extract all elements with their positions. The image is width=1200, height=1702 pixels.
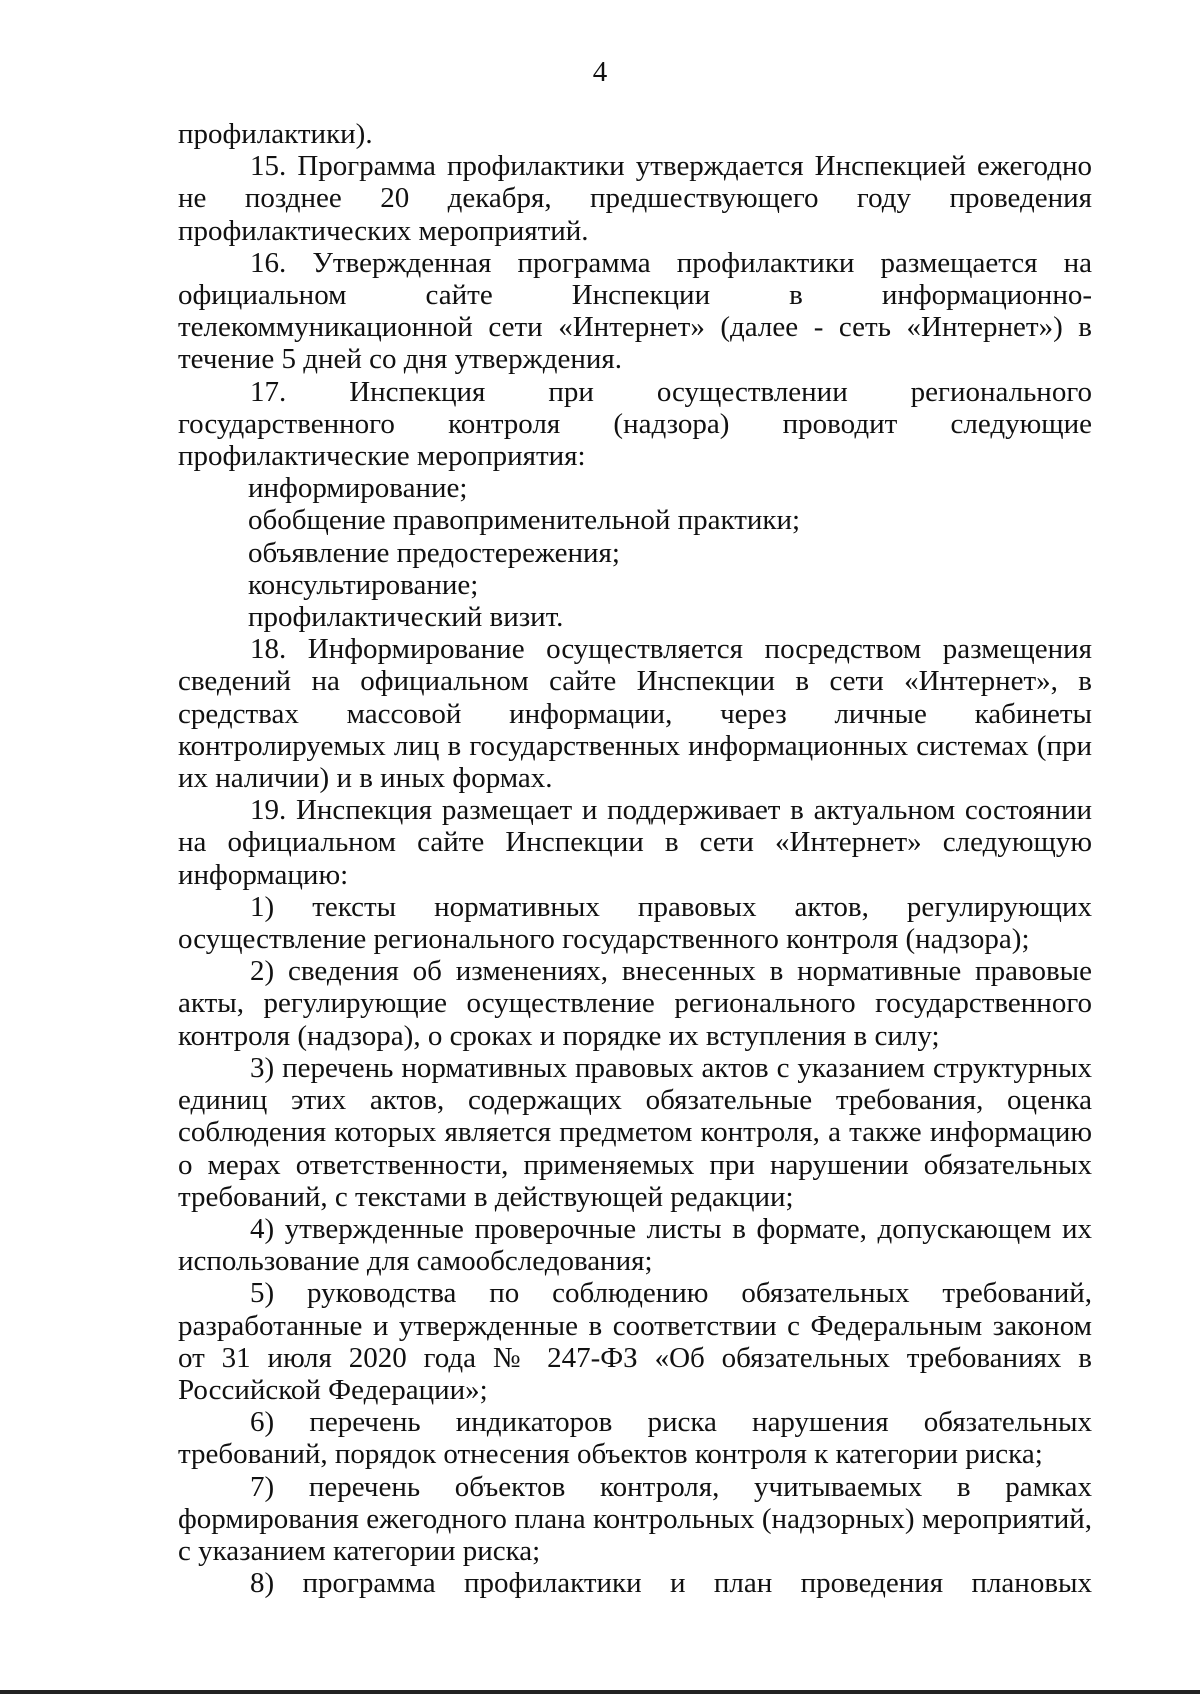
list-item-informing: информирование; bbox=[248, 472, 468, 505]
document-body bbox=[178, 118, 1092, 1599]
subitem-6: 6) перечень индикаторов риска нарушения обязательных требований, порядок отнесения объектов контроля к категории риска; bbox=[178, 1406, 1092, 1471]
list-item-consulting: консультирование; bbox=[248, 568, 479, 601]
paragraph-17: 17. Инспекция при осуществлении регионального государственного контроля (надзора) проводит следующие профилактические мероприятия: bbox=[178, 375, 1092, 473]
subitem-1: 1) тексты нормативных правовых актов, регулирующих осуществление регионального государственного контроля (надзора); bbox=[178, 890, 1092, 956]
paragraph-continuation: профилактики). bbox=[178, 118, 373, 150]
list-item-generalization: обобщение правоприменительной практики; bbox=[248, 504, 801, 537]
subitem-4: 4) утвержденные проверочные листы в формате, допускающем их использование для самообследования; bbox=[178, 1212, 1092, 1278]
paragraph-19: 19. Инспекция размещает и поддерживает в актуальном состоянии на официальном сайте Инспекции в сети «Интернет» следующую информацию: bbox=[178, 794, 1092, 891]
subitem-3: 3) перечень нормативных правовых актов с указанием структурных единиц этих актов, содержащих обязательные требования, оценка соблюдения которых является предметом контроля, а также информацию о мерах ответственности, применяемых при нарушении обязательных требований, с текстами в действующей редакции; bbox=[178, 1051, 1092, 1213]
subitem-2: 2) сведения об изменениях, внесенных в нормативные правовые акты, регулирующие осуществление регионального государственного контроля (надзора), о сроках и порядке их вступления в силу; bbox=[178, 955, 1092, 1052]
paragraph-18: 18. Информирование осуществляется посредством размещения сведений на официальном сайте Инспекции в сети «Интернет», в средствах массовой информации, через личные кабинеты контролируемых лиц в государственных информационных системах (при их наличии) и в иных формах. bbox=[178, 633, 1092, 795]
page-number: 4 bbox=[592, 56, 608, 88]
subitem-5: 5) руководства по соблюдению обязательных требований, разработанные и утвержденные в соответствии с Федеральным законом от 31 июля 2020 года № 247-ФЗ «Об обязательных требованиях в Российской Федерации»; bbox=[178, 1277, 1092, 1406]
page-bottom-edge bbox=[0, 1690, 1200, 1694]
subitem-8: 8) программа профилактики и план проведения плановых bbox=[250, 1567, 1092, 1600]
paragraph-15: 15. Программа профилактики утверждается Инспекцией ежегодно не позднее 20 декабря, предшествующего году проведения профилактических мероприятий. bbox=[178, 150, 1092, 247]
paragraph-16: 16. Утвержденная программа профилактики размещается на официальном сайте Инспекции в информационно-телекоммуникационной сети «Интернет» (далее - сеть «Интернет») в течение 5 дней со дня утверждения. bbox=[178, 246, 1092, 376]
subitem-7: 7) перечень объектов контроля, учитываемых в рамках формирования ежегодного плана контрольных (надзорных) мероприятий, с указанием категории риска; bbox=[178, 1470, 1092, 1567]
list-item-visit: профилактический визит. bbox=[248, 601, 564, 634]
list-item-warning: объявление предостережения; bbox=[248, 536, 620, 569]
